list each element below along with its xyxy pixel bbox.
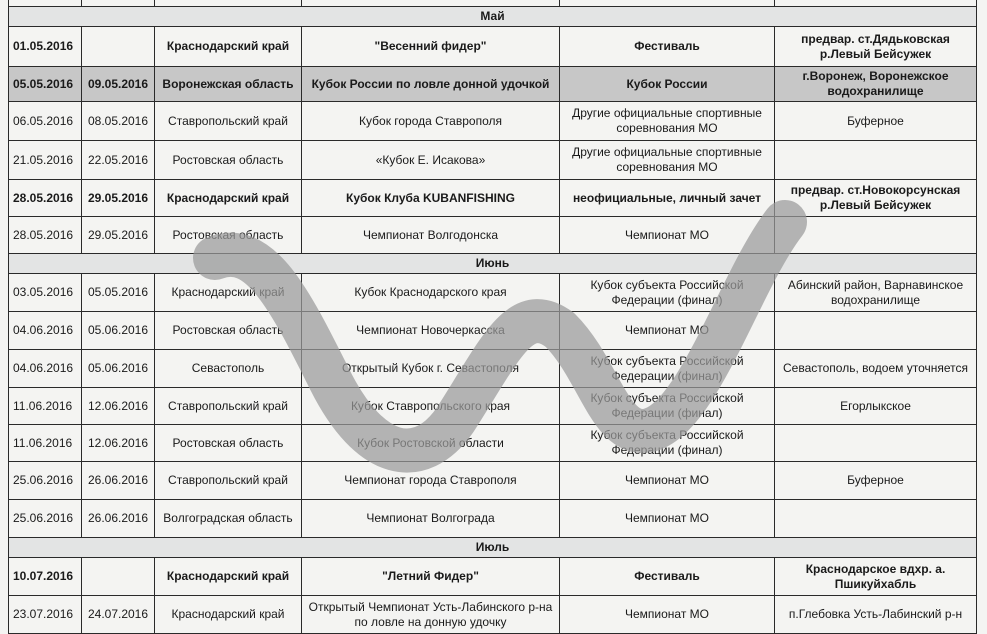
venue: Буферное — [775, 462, 977, 500]
end-date: 22.05.2016 — [82, 141, 155, 180]
table-row — [9, 217, 977, 254]
month-row-may — [9, 7, 977, 27]
event-name: "Весенний фидер" — [302, 27, 560, 67]
end-date: 08.05.2016 — [82, 102, 155, 141]
event-name: "Летний Фидер" — [302, 558, 560, 596]
start-date: 25.06.2016 — [9, 500, 82, 538]
table-row — [9, 274, 977, 312]
end-date: 29.05.2016 — [82, 217, 155, 254]
start-date: 28.05.2016 — [9, 217, 82, 254]
start-date: 11.06.2016 — [9, 425, 82, 462]
month-row-june — [9, 254, 977, 274]
end-date: 12.06.2016 — [82, 425, 155, 462]
start-date: 06.05.2016 — [9, 102, 82, 141]
event-type: Чемпионат МО — [560, 312, 775, 350]
table-row — [9, 102, 977, 141]
start-date: 21.05.2016 — [9, 141, 82, 180]
venue: предвар. ст.Дядьковская р.Левый Бейсужек — [775, 27, 977, 67]
end-date: 09.05.2016 — [82, 67, 155, 102]
event-name: Кубок Клуба KUBANFISHING — [302, 180, 560, 217]
table-row — [9, 141, 977, 180]
start-date: 10.07.2016 — [9, 558, 82, 596]
event-name: Кубок Ставропольского края — [302, 388, 560, 425]
event-type: Кубок субъекта Российской Федерации (финал) — [560, 274, 775, 312]
event-name: Кубок Краснодарского края — [302, 274, 560, 312]
table-row — [9, 425, 977, 462]
end-date: 05.05.2016 — [82, 274, 155, 312]
event-type: Чемпионат МО — [560, 596, 775, 634]
event-type: Фестиваль — [560, 558, 775, 596]
start-date: 05.05.2016 — [9, 67, 82, 102]
region: Севастополь — [155, 350, 302, 388]
region: Краснодарский край — [155, 180, 302, 217]
venue — [775, 141, 977, 180]
venue: Севастополь, водоем уточняется — [775, 350, 977, 388]
event-name: Чемпионат Волгограда — [302, 500, 560, 538]
event-type: Кубок субъекта Российской Федерации (финал) — [560, 388, 775, 425]
month-label: Май — [9, 7, 977, 27]
venue — [775, 425, 977, 462]
venue — [775, 500, 977, 538]
venue: г.Воронеж, Воронежское водохранилище — [775, 67, 977, 102]
start-date: 25.06.2016 — [9, 462, 82, 500]
end-date: 05.06.2016 — [82, 350, 155, 388]
region: Краснодарский край — [155, 274, 302, 312]
table-row — [9, 388, 977, 425]
region: Ростовская область — [155, 425, 302, 462]
event-type: неофициальные, личный зачет — [560, 180, 775, 217]
venue: Абинский район, Варнавинское водохранилище — [775, 274, 977, 312]
event-name: «Кубок Е. Исакова» — [302, 141, 560, 180]
event-type: Кубок субъекта Российской Федерации (финал) — [560, 350, 775, 388]
region: Ставропольский край — [155, 388, 302, 425]
event-type: Чемпионат МО — [560, 500, 775, 538]
region: Волгоградская область — [155, 500, 302, 538]
event-type: Кубок субъекта Российской Федерации (финал) — [560, 425, 775, 462]
venue: Буферное — [775, 102, 977, 141]
end-date: 12.06.2016 — [82, 388, 155, 425]
region: Краснодарский край — [155, 596, 302, 634]
end-date: 24.07.2016 — [82, 596, 155, 634]
month-label: Июль — [9, 538, 977, 558]
venue: Егорлыкское — [775, 388, 977, 425]
region: Ростовская область — [155, 217, 302, 254]
end-date: 05.06.2016 — [82, 312, 155, 350]
region: Ростовская область — [155, 312, 302, 350]
region: Ростовская область — [155, 141, 302, 180]
start-date: 01.05.2016 — [9, 27, 82, 67]
start-date: 28.05.2016 — [9, 180, 82, 217]
event-type: Фестиваль — [560, 27, 775, 67]
event-name: Чемпионат города Ставрополя — [302, 462, 560, 500]
venue: п.Глебовка Усть-Лабинский р-н — [775, 596, 977, 634]
region: Воронежская область — [155, 67, 302, 102]
table-row — [9, 350, 977, 388]
event-type: Другие официальные спортивные соревнования МО — [560, 141, 775, 180]
region: Краснодарский край — [155, 558, 302, 596]
region: Краснодарский край — [155, 27, 302, 67]
event-type: Чемпионат МО — [560, 217, 775, 254]
month-label: Июнь — [9, 254, 977, 274]
event-name: Кубок города Ставрополя — [302, 102, 560, 141]
region: Ставропольский край — [155, 462, 302, 500]
end-date: 26.06.2016 — [82, 462, 155, 500]
month-row-july — [9, 538, 977, 558]
table-row — [9, 180, 977, 217]
event-name: Открытый Чемпионат Усть-Лабинского р-на по ловле на донную удочку — [302, 596, 560, 634]
end-date: 29.05.2016 — [82, 180, 155, 217]
start-date: 23.07.2016 — [9, 596, 82, 634]
table-row — [9, 462, 977, 500]
table-row — [9, 500, 977, 538]
start-date: 03.05.2016 — [9, 274, 82, 312]
event-type: Другие официальные спортивные соревнования МО — [560, 102, 775, 141]
venue: предвар. ст.Новокорсунская р.Левый Бейсужек — [775, 180, 977, 217]
end-date — [82, 558, 155, 596]
schedule-table — [8, 0, 977, 634]
start-date: 11.06.2016 — [9, 388, 82, 425]
table-row — [9, 27, 977, 67]
event-name: Чемпионат Новочеркасска — [302, 312, 560, 350]
table-row — [9, 558, 977, 596]
table-row — [9, 312, 977, 350]
end-date: 26.06.2016 — [82, 500, 155, 538]
start-date: 04.06.2016 — [9, 350, 82, 388]
table-row — [9, 67, 977, 102]
region: Ставропольский край — [155, 102, 302, 141]
start-date: 04.06.2016 — [9, 312, 82, 350]
event-name: Чемпионат Волгодонска — [302, 217, 560, 254]
venue: Краснодарское вдхр. а. Пшикуйхабль — [775, 558, 977, 596]
event-type: Чемпионат МО — [560, 462, 775, 500]
event-name: Кубок России по ловле донной удочкой — [302, 67, 560, 102]
event-name: Открытый Кубок г. Севастополя — [302, 350, 560, 388]
venue — [775, 217, 977, 254]
event-name: Кубок Ростовской области — [302, 425, 560, 462]
event-type: Кубок России — [560, 67, 775, 102]
end-date — [82, 27, 155, 67]
venue — [775, 312, 977, 350]
